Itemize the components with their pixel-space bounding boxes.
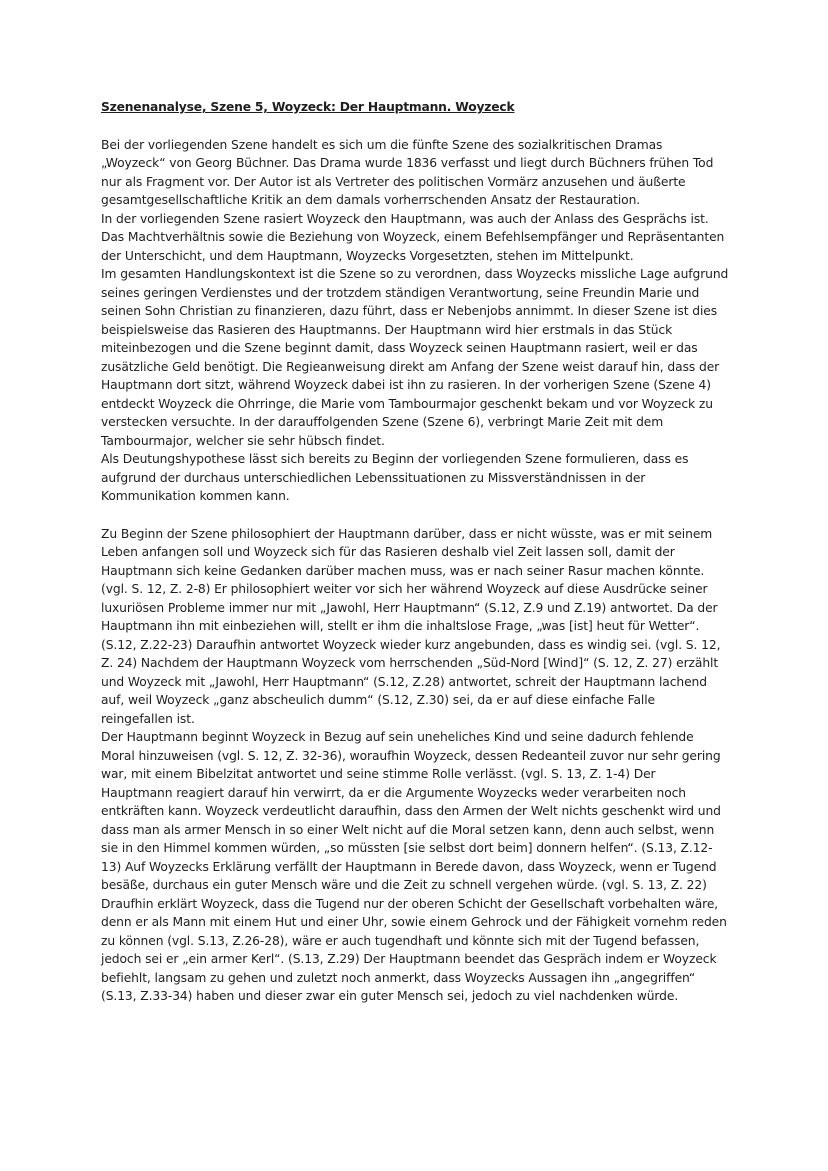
paragraph-context: Im gesamten Handlungskontext ist die Szene so zu verordnen, dass Woyzecks missliche Lage aufgrund seines geringen Verdienstes und der trotzdem ständigen Verantwortung, seine Freundin Marie und seinen Sohn Christian zu finanzieren, dazu führt, dass er Nebenjobs annimmt. In dieser Szene ist dies beispielsweise das Rasieren des Hauptmanns. Der Hauptmann wird hier erstmals in das Stück miteinbezogen und die Szene beginnt damit, dass Woyzeck seinen Hauptmann rasiert, weil er das zusätzliche Geld benötigt. Die Regieanweisung direkt am Anfang der Szene weist darauf hin, dass der Hauptmann dort sitzt, während Woyzeck dabei ist ihn zu rasieren. In der vorherigen Szene (Szene 4) entdeckt Woyzeck die Ohrringe, die Marie vom Tambourmajor geschenkt bekam und vor Woyzeck zu verstecken versuchte. In der darauffolgenden Szene (Szene 6), verbringt Marie Zeit mit dem Tambourmajor, welcher sie sehr hübsch findet. <box>101 267 729 448</box>
document-title: Szenenanalyse, Szene 5, Woyzeck: Der Hauptmann. Woyzeck <box>101 100 515 114</box>
paragraph-analysis-part-1: Zu Beginn der Szene philosophiert der Hauptmann darüber, dass er nicht wüsste, was er mit seinem Leben anfangen soll und Woyzeck sich für das Rasieren deshalb viel Zeit lassen soll, damit der Hauptmann sich keine Gedanken darüber machen muss, was er nach seiner Rasur machen könnte. (vgl. S. 12, Z. 2-8) Er philosophiert weiter vor sich her während Woyzeck auf diese Ausdrücke seiner luxuriösen Probleme immer nur mit „Jawohl, Herr Hauptmann“ (S.12, Z.9 und Z.19) antwortet. Da der Hauptmann ihn mit einbeziehen will, stellt er ihm die inhaltslose Frage, „was [ist] heut für Wetter“. (S.12, Z.22-23) Daraufhin antwortet Woyzeck wieder kurz angebunden, dass es windig sei. (vgl. S. 12, Z. 24) Nachdem der Hauptmann Woyzeck vom herrschenden „Süd-Nord [Wind]“ (S. 12, Z. 27) erzählt und Woyzeck mit „Jawohl, Herr Hauptmann“ (S.12, Z.28) antwortet, schreit der Hauptmann lachend auf, weil Woyzeck „ganz abscheulich dumm“ (S.12, Z.30) sei, da er auf diese einfache Falle reingefallen ist. <box>101 526 721 726</box>
paragraph-analysis-part-2: Der Hauptmann beginnt Woyzeck in Bezug auf sein uneheliches Kind und seine dadurch fehlende Moral hinzuweisen (vgl. S. 12, Z. 32-36), woraufhin Woyzeck, dessen Redeanteil zuvor nur sehr gering war, mit einem Bibelzitat antwortet und seine stimme Rolle verlässt. (vgl. S. 13, Z. 1-4) Der Hauptmann reagiert darauf hin verwirrt, da er die Argumente Woyzecks weder verarbeiten noch entkräften kann. Woyzeck verdeutlicht daraufhin, dass den Armen der Welt nichts geschenkt wird und dass man als armer Mensch in so einer Welt nicht auf die Moral setzen kann, denn auch selbst, wenn sie in den Himmel kommen würden, „so müssten [sie selbst dort beim] donnern helfen“. (S.13, Z.12-13) Auf Woyzecks Erklärung verfällt der Hauptmann in Berede davon, dass Woyzeck, wenn er Tugend besäße, durchaus ein guter Mensch wäre und die Zeit zu schnell vergehen würde. (vgl. S. 13, Z. 22) Draufhin erklärt Woyzeck, dass die Tugend nur der oberen Schicht der Gesellschaft vorbehalten wäre, denn er als Mann mit einem Hut und einer Uhr, sowie einem Gehrock und der Fähigkeit vornehm reden zu können (vgl. S.13, Z.26-28), wäre er auch tugendhaft und könnte sich mit der Tugend befassen, jedoch sei er „ein armer Kerl“. (S.13, Z.29) Der Hauptmann beendet das Gespräch indem er Woyzeck befiehlt, langsam zu gehen und zuletzt noch anmerkt, dass Woyzecks Aussagen ihn „angegriffen“ (S.13, Z.33-34) haben und dieser zwar ein guter Mensch sei, jedoch zu viel nachdenken würde. <box>101 730 727 1003</box>
paragraph-spacer <box>101 506 729 525</box>
document-body <box>101 98 729 1006</box>
paragraph-scene-summary: In der vorliegenden Szene rasiert Woyzeck den Hauptmann, was auch der Anlass des Gesprächs ist. Das Machtverhältnis sowie die Beziehung von Woyzeck, einem Befehlsempfänger und Repräsentanten der Unterschicht, und dem Hauptmann, Woyzecks Vorgesetzten, stehen im Mittelpunkt. <box>101 211 725 263</box>
paragraph-introduction: Bei der vorliegenden Szene handelt es sich um die fünfte Szene des sozialkritischen Dramas „Woyzeck“ von Georg Büchner. Das Drama wurde 1836 verfasst und liegt durch Büchners frühen Tod nur als Fragment vor. Der Autor ist als Vertreter des politischen Vormärz anzusehen und äußerte gesamtgesellschaftliche Kritik an dem damals vorherrschenden Ansatz der Restauration. <box>101 137 714 207</box>
paragraph-hypothesis: Als Deutungshypothese lässt sich bereits zu Beginn der vorliegenden Szene formulieren, dass es aufgrund der durchaus unterschiedlichen Lebenssituationen zu Missverständnissen in der Kommunikation kommen kann. <box>101 452 689 503</box>
